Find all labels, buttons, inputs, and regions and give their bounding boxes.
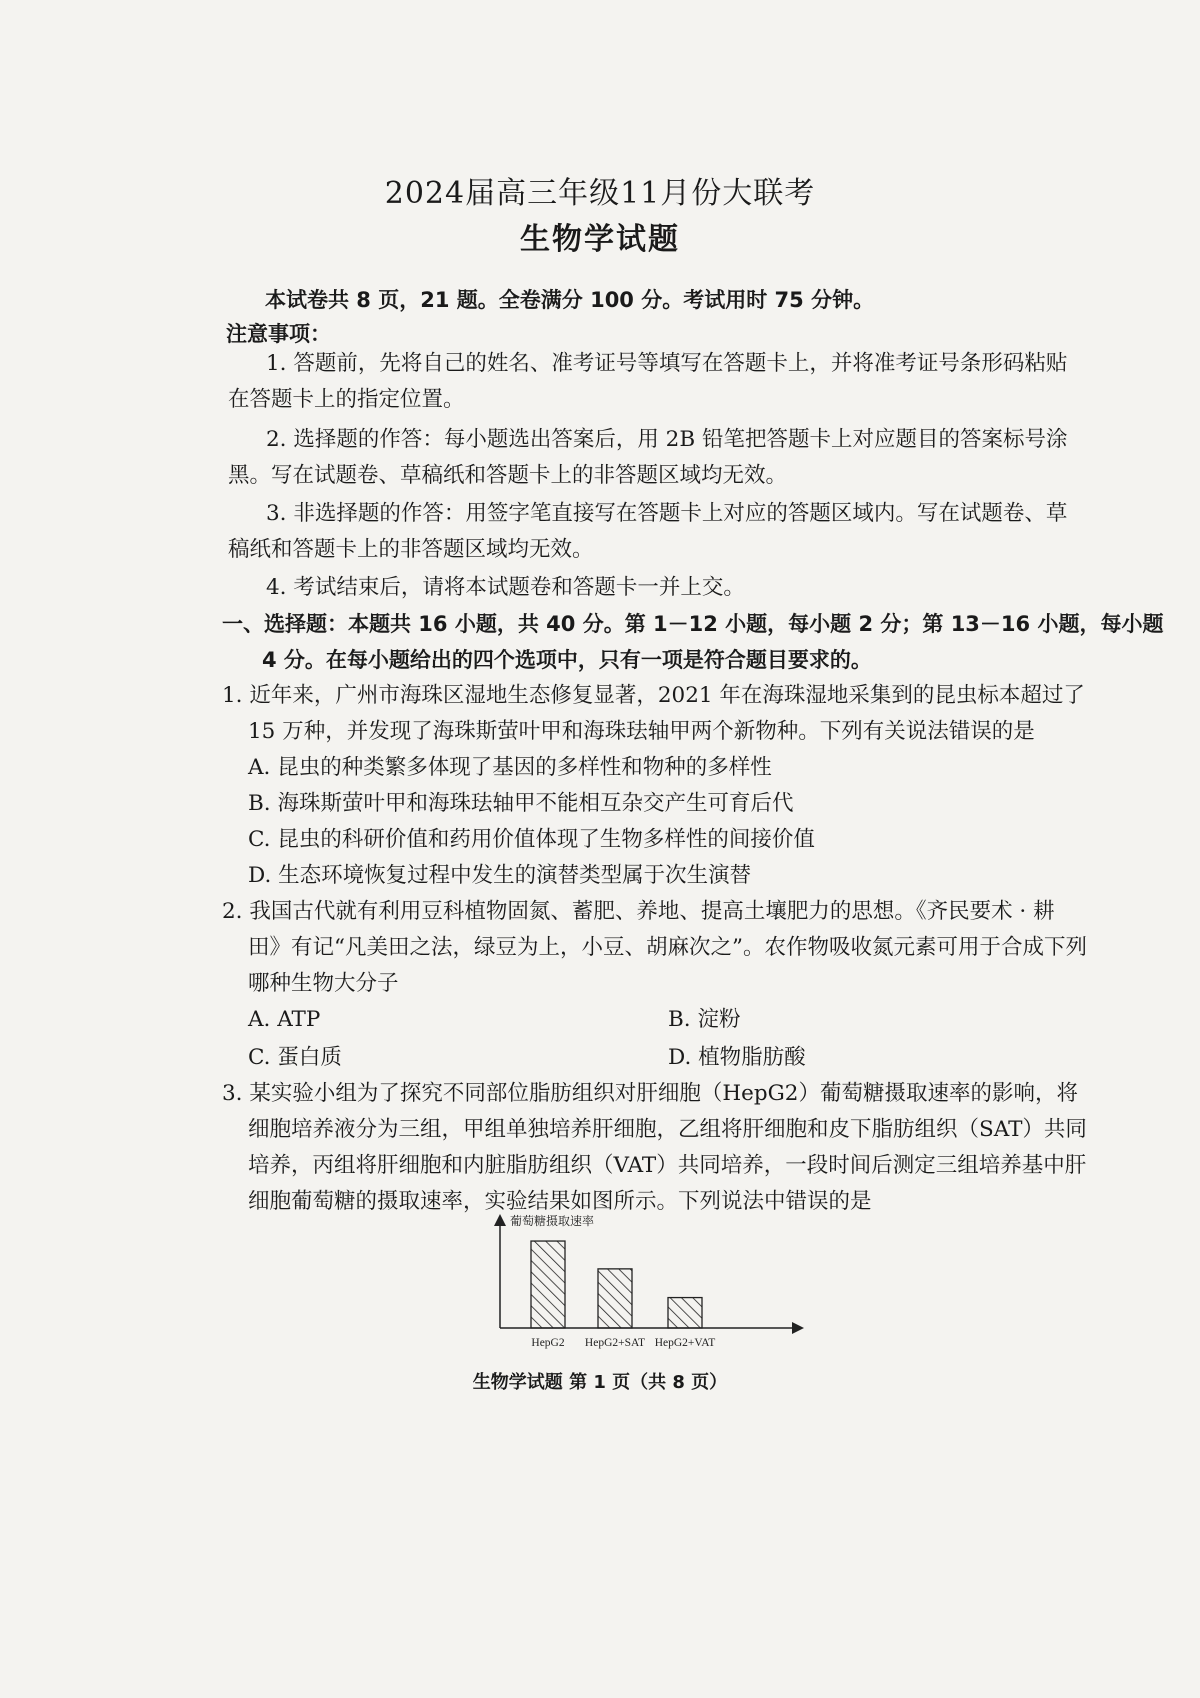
notice-heading: 注意事项： xyxy=(226,322,331,346)
q3-stem-line-3: 培养，丙组将肝细胞和内脏脂肪组织（VAT）共同培养，一段时间后测定三组培养基中肝 xyxy=(248,1153,1087,1178)
q2-option-b: B. 淀粉 xyxy=(668,1007,741,1032)
page-title: 2024届高三年级11月份大联考 xyxy=(384,176,816,211)
notice-item-1-line-2: 在答题卡上的指定位置。 xyxy=(228,387,465,412)
q1-option-c: C. 昆虫的科研价值和药用价值体现了生物多样性的间接价值 xyxy=(248,827,815,852)
q3-stem-line-4: 细胞葡萄糖的摄取速率，实验结果如图所示。下列说法中错误的是 xyxy=(248,1189,872,1214)
bar-hepg2-sat xyxy=(598,1269,632,1328)
section-1-line-2: 4 分。在每小题给出的四个选项中，只有一项是符合题目要求的。 xyxy=(262,648,872,672)
q3-stem-line-1: 3. 某实验小组为了探究不同部位脂肪组织对肝细胞（HepG2）葡萄糖摄取速率的影响，将 xyxy=(222,1081,1078,1106)
q2-stem-line-3: 哪种生物大分子 xyxy=(248,971,399,996)
page-subtitle: 生物学试题 xyxy=(520,222,680,257)
glucose-uptake-chart xyxy=(470,1200,810,1350)
exam-info: 本试卷共 8 页，21 题。全卷满分 100 分。考试用时 75 分钟。 xyxy=(265,288,875,312)
q3-stem-line-2: 细胞培养液分为三组，甲组单独培养肝细胞，乙组将肝细胞和皮下脂肪组织（SAT）共同 xyxy=(248,1117,1087,1142)
q2-stem-line-2: 田》有记“凡美田之法，绿豆为上，小豆、胡麻次之”。农作物吸收氮元素可用于合成下列 xyxy=(248,935,1087,960)
x-tick-label: HepG2+SAT xyxy=(584,1337,646,1349)
y-axis-label: 葡萄糖摄取速率 xyxy=(510,1214,595,1228)
bar-hepg2-vat xyxy=(668,1298,702,1328)
q1-option-a: A. 昆虫的种类繁多体现了基因的多样性和物种的多样性 xyxy=(248,755,772,780)
q2-option-a: A. ATP xyxy=(248,1007,321,1032)
q2-option-d: D. 植物脂肪酸 xyxy=(668,1045,806,1070)
q1-stem-line-1: 1. 近年来，广州市海珠区湿地生态修复显著，2021 年在海珠湿地采集到的昆虫标本超过了 xyxy=(222,683,1085,708)
q1-stem-line-2: 15 万种，并发现了海珠斯萤叶甲和海珠珐轴甲两个新物种。下列有关说法错误的是 xyxy=(248,719,1035,744)
notice-item-3-line-2: 稿纸和答题卡上的非答题区域均无效。 xyxy=(228,537,594,562)
notice-item-1-line-1: 1. 答题前，先将自己的姓名、准考证号等填写在答题卡上，并将准考证号条形码粘贴 xyxy=(266,351,1068,376)
q2-option-c: C. 蛋白质 xyxy=(248,1045,342,1070)
x-tick-label: HepG2 xyxy=(531,1337,565,1349)
q1-option-b: B. 海珠斯萤叶甲和海珠珐轴甲不能相互杂交产生可育后代 xyxy=(248,791,794,816)
section-1-line-1: 一、选择题：本题共 16 小题，共 40 分。第 1－12 小题，每小题 2 分；第 13－16 小题，每小题 xyxy=(222,612,1164,636)
bar-hepg2 xyxy=(531,1241,565,1328)
notice-item-2-line-2: 黑。写在试题卷、草稿纸和答题卡上的非答题区域均无效。 xyxy=(228,463,788,488)
notice-item-3-line-1: 3. 非选择题的作答：用签字笔直接写在答题卡上对应的答题区域内。写在试题卷、草 xyxy=(266,501,1068,526)
notice-item-2-line-1: 2. 选择题的作答：每小题选出答案后，用 2B 铅笔把答题卡上对应题目的答案标号涂 xyxy=(266,427,1068,452)
x-tick-label: HepG2+VAT xyxy=(654,1337,716,1349)
page-footer: 生物学试题 第 1 页（共 8 页） xyxy=(472,1372,728,1393)
notice-item-4: 4. 考试结束后，请将本试题卷和答题卡一并上交。 xyxy=(266,575,745,600)
q1-option-d: D. 生态环境恢复过程中发生的演替类型属于次生演替 xyxy=(248,863,752,888)
q2-stem-line-1: 2. 我国古代就有利用豆科植物固氮、蓄肥、养地、提高土壤肥力的思想。《齐民要术 · 耕 xyxy=(222,899,1055,924)
